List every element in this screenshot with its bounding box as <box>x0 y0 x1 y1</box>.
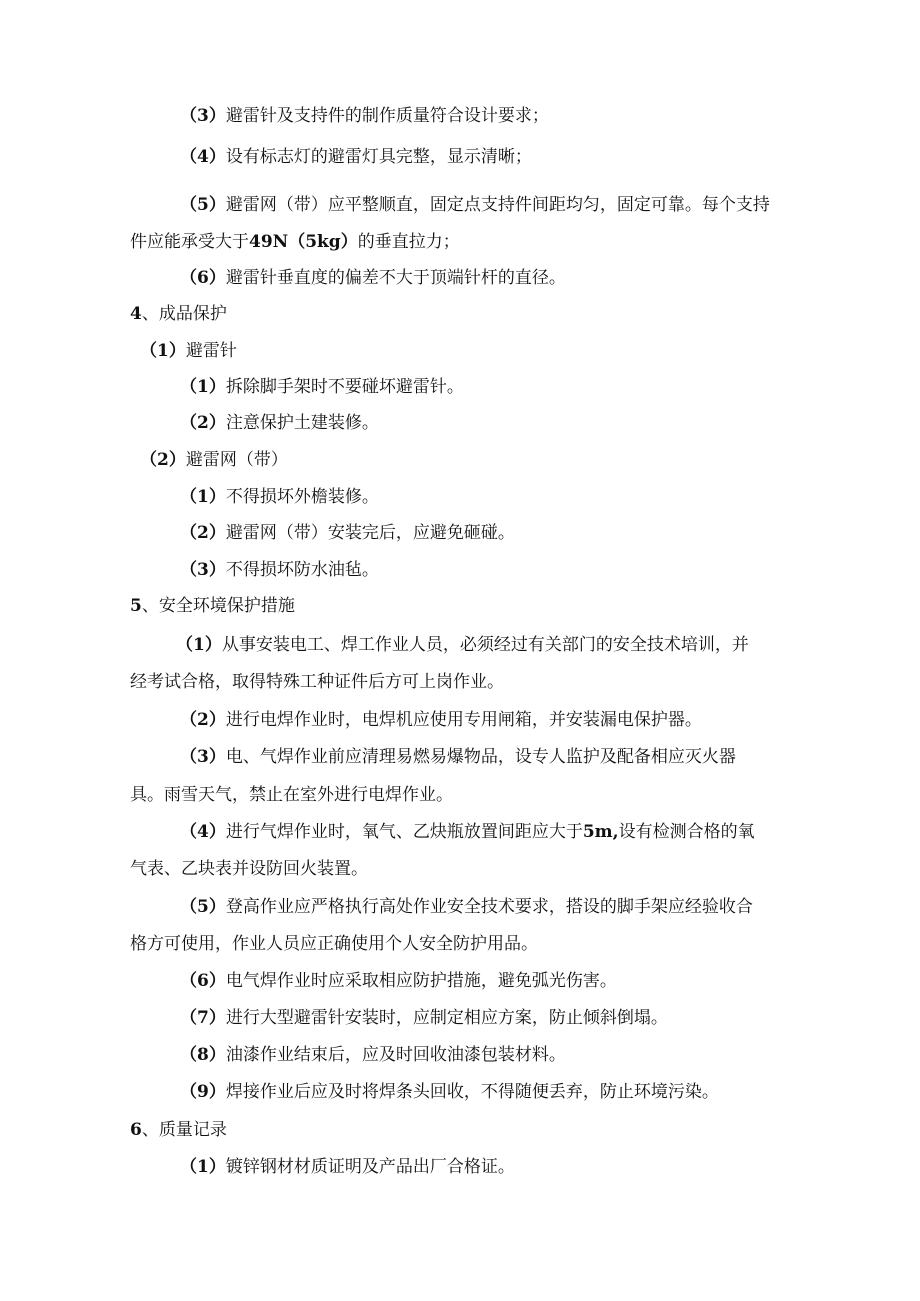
item-text: 不得损坏外檐装修。 <box>225 487 379 507</box>
section-heading-4 <box>130 302 227 326</box>
item-number: （1） <box>180 377 226 397</box>
item-number: （2） <box>180 413 226 433</box>
item-text: 油漆作业结束后，应及时回收油漆包装材料。 <box>225 1045 566 1065</box>
item-number: （6） <box>180 971 226 991</box>
heading-text: 、安全环境保护措施 <box>141 596 295 616</box>
item-5-5-line2 <box>130 932 538 956</box>
item-4-2-1 <box>180 485 379 509</box>
item-text-bold: 49N（5kg） <box>249 232 358 252</box>
item-text: 镀锌钢材材质证明及产品出厂合格证。 <box>225 1157 515 1177</box>
item-number: （4） <box>180 147 226 167</box>
item-text: 设有标志灯的避雷灯具完整，显示清晰； <box>225 147 532 167</box>
item-text: 焊接作业后应及时将焊条头回收，不得随便丢弃，防止环境污染。 <box>225 1082 719 1102</box>
item-4-2-2 <box>180 521 515 545</box>
item-3-5-line2 <box>130 230 460 254</box>
item-6-1 <box>180 1155 515 1179</box>
subheading-text: 避雷针 <box>185 341 237 361</box>
item-5-1-line1 <box>176 633 749 657</box>
item-4-1-1 <box>180 375 464 399</box>
item-text: 避雷网（带）应平整顺直，固定点支持件间距均匀，固定可靠。每个支持 <box>225 195 770 215</box>
heading-text: 、成品保护 <box>141 304 227 324</box>
item-number: （3） <box>180 747 226 767</box>
item-number: （2） <box>180 523 226 543</box>
item-5-4-line1 <box>180 820 755 844</box>
item-3-3 <box>180 104 549 128</box>
item-text: 避雷针垂直度的偏差不大于顶端针杆的直径。 <box>225 268 566 288</box>
item-5-2 <box>180 708 702 732</box>
subheading-number: （2） <box>140 450 186 470</box>
item-5-8 <box>180 1043 566 1067</box>
item-text: 注意保护土建装修。 <box>225 413 379 433</box>
item-5-3-line1 <box>180 745 736 769</box>
heading-text: 、质量记录 <box>141 1120 227 1140</box>
item-text: 设有检测合格的氧 <box>618 822 755 842</box>
item-5-5-line1 <box>180 895 753 919</box>
item-number: （5） <box>180 897 226 917</box>
item-number: （3） <box>180 560 226 580</box>
item-5-3-line2 <box>130 783 453 807</box>
section-heading-5 <box>130 594 295 618</box>
item-number: （7） <box>180 1008 226 1028</box>
item-3-6 <box>180 266 566 290</box>
item-5-1-line2 <box>130 670 504 694</box>
item-text: 件应能承受大于 <box>130 232 249 252</box>
item-number: （9） <box>180 1082 226 1102</box>
item-number: （5） <box>180 195 226 215</box>
item-number: （3） <box>180 106 226 126</box>
subheading-4-2 <box>140 448 288 472</box>
heading-number: 5 <box>130 596 142 616</box>
item-number: （2） <box>180 710 226 730</box>
item-text: 格方可使用，作业人员应正确使用个人安全防护用品。 <box>130 934 538 954</box>
item-text: 电气焊作业时应采取相应防护措施，避免弧光伤害。 <box>225 971 617 991</box>
item-text: 具。雨雪天气，禁止在室外进行电焊作业。 <box>130 785 453 805</box>
item-text-bold: 5m, <box>582 822 619 842</box>
item-3-5-line1 <box>180 193 770 217</box>
item-5-9 <box>180 1080 719 1104</box>
section-heading-6 <box>130 1118 227 1142</box>
item-text: 避雷针及支持件的制作质量符合设计要求； <box>225 106 549 126</box>
item-text: 经考试合格，取得特殊工种证件后方可上岗作业。 <box>130 672 504 692</box>
item-number: （4） <box>180 822 226 842</box>
item-text: 的垂直拉力； <box>357 232 460 252</box>
subheading-text: 避雷网（带） <box>185 450 288 470</box>
item-text: 拆除脚手架时不要碰坏避雷针。 <box>225 377 464 397</box>
item-text: 避雷网（带）安装完后，应避免砸碰。 <box>225 523 515 543</box>
item-text: 登高作业应严格执行高处作业安全技术要求，搭设的脚手架应经验收合 <box>225 897 753 917</box>
item-text: 进行气焊作业时，氧气、乙炔瓶放置间距应大于 <box>225 822 583 842</box>
item-number: （1） <box>176 635 222 655</box>
item-3-4 <box>180 145 532 169</box>
heading-number: 6 <box>130 1120 142 1140</box>
item-5-6 <box>180 969 617 993</box>
item-5-7 <box>180 1006 668 1030</box>
heading-number: 4 <box>130 304 142 324</box>
item-text: 气表、乙块表并设防回火装置。 <box>130 859 368 879</box>
item-text: 进行电焊作业时，电焊机应使用专用闸箱，并安装漏电保护器。 <box>225 710 702 730</box>
item-number: （1） <box>180 487 226 507</box>
item-4-2-3 <box>180 558 379 582</box>
item-4-1-2 <box>180 411 379 435</box>
item-number: （6） <box>180 268 226 288</box>
item-text: 电、气焊作业前应清理易燃易爆物品，设专人监护及配备相应灭火器 <box>225 747 736 767</box>
subheading-4-1 <box>140 339 237 363</box>
item-5-4-line2 <box>130 857 368 881</box>
item-text: 从事安装电工、焊工作业人员，必须经过有关部门的安全技术培训，并 <box>221 635 749 655</box>
item-number: （1） <box>180 1157 226 1177</box>
item-text: 进行大型避雷针安装时，应制定相应方案，防止倾斜倒塌。 <box>225 1008 668 1028</box>
item-number: （8） <box>180 1045 226 1065</box>
subheading-number: （1） <box>140 341 186 361</box>
item-text: 不得损坏防水油毡。 <box>225 560 379 580</box>
